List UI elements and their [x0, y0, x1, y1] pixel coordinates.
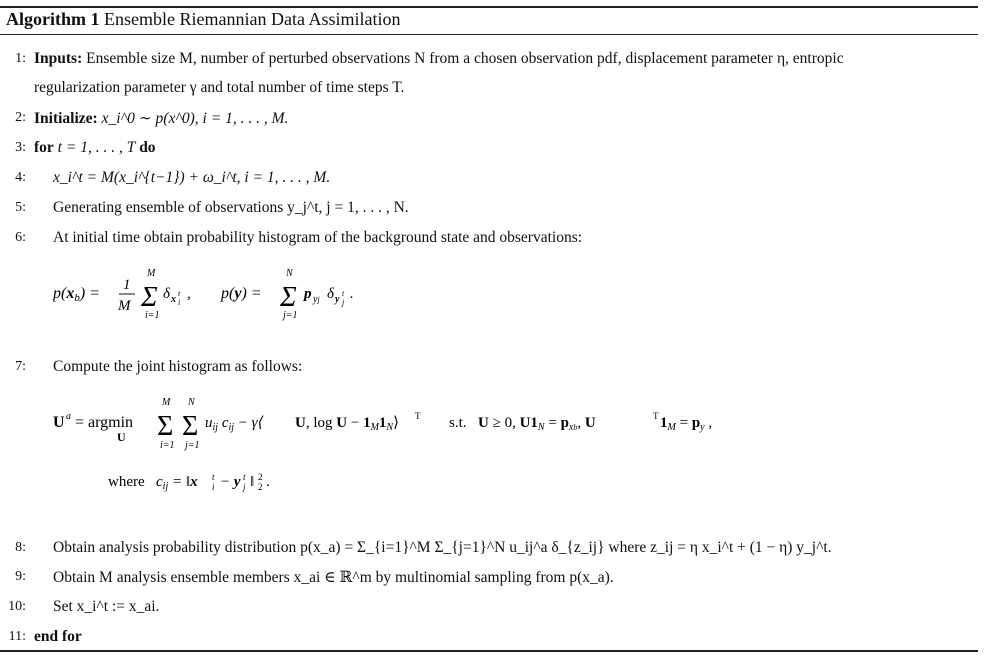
equation-histograms-svg — [53, 262, 393, 322]
svg-text:cij = ‖x: $c_{ij}$ = ‖x — [156, 474, 198, 492]
line-number: 4: — [15, 170, 26, 185]
initialize-text: x_i^0 ∼ p(x^0), i = 1, . . . , M. — [101, 110, 289, 127]
line-number: 3: — [15, 140, 26, 155]
svg-text:yj: yj — [313, 294, 320, 305]
svg-text:t: t — [243, 472, 246, 482]
svg-text:U, log U − 1M1N⟩: U, $\log U - 1_M1_N⟩$ — [295, 415, 399, 433]
svg-text:j=1: j=1 — [185, 440, 200, 451]
svg-text:i: i — [178, 298, 181, 307]
svg-text:U ≥ 0, U1N = pxb, U: U ≥ 0, $U1_N = p_{xb}$, U — [478, 415, 596, 433]
svg-text:,: , — [187, 286, 191, 302]
algorithm-label: Algorithm 1 — [6, 9, 100, 29]
svg-text:p(xb) =: p(xb) = — [53, 285, 100, 304]
line-number: 5: — [15, 200, 26, 215]
equation-cost — [108, 470, 368, 494]
svg-text:2: 2 — [258, 472, 263, 482]
for-range: t = 1, . . . , T — [57, 139, 136, 156]
line-3-content — [34, 139, 156, 157]
inputs-text: Ensemble size M, number of perturbed observations N from a chosen observation pdf, displacement parameter η, entropic — [86, 50, 844, 67]
equation-joint-histogram-svg — [53, 392, 773, 452]
svg-text:Σ: Σ — [182, 411, 199, 442]
svg-text:t: t — [212, 472, 215, 482]
equation-cost-svg — [108, 470, 368, 494]
svg-text:M: M — [118, 298, 131, 314]
svg-text:.: . — [266, 474, 270, 490]
set-state-text: Set x_i^t := x_ai. — [53, 598, 160, 615]
line-number: 1: — [15, 51, 26, 66]
model-forecast-text: x_i^t = M(x_i^{t−1}) + ω_i^t, i = 1, . . . , M. — [53, 169, 331, 186]
svg-text:i=1: i=1 — [145, 310, 160, 321]
st-label: s.t. — [449, 415, 467, 431]
svg-text:δ: δ — [327, 286, 334, 302]
svg-text:Σ: Σ — [157, 411, 174, 442]
svg-text:where: where — [108, 474, 145, 490]
svg-text:y: y — [335, 294, 340, 305]
algorithm-name: Ensemble Riemannian Data Assimilation — [104, 9, 401, 29]
svg-text:j: j — [342, 298, 345, 307]
svg-text:T: T — [653, 411, 659, 421]
svg-text:− y: − y — [220, 474, 241, 490]
line-number: 6: — [15, 230, 26, 245]
inputs-text-cont: regularization parameter γ and total number of time steps T. — [34, 79, 405, 96]
bottom-rule — [0, 650, 978, 652]
line-number: 9: — [15, 569, 26, 584]
svg-text:a: a — [66, 411, 71, 422]
svg-text:x: x — [171, 294, 176, 305]
line-2-content — [34, 109, 288, 128]
svg-text:N: N — [188, 397, 195, 408]
line-number: 10: — [8, 599, 26, 614]
algorithm-title — [6, 9, 400, 30]
for-keyword: for — [34, 139, 54, 156]
do-keyword: do — [139, 139, 156, 156]
svg-text:.: . — [350, 286, 354, 302]
line-number: 2: — [15, 110, 26, 125]
svg-text:δ: δ — [163, 286, 170, 302]
equation-histograms — [53, 262, 393, 322]
svg-text:Σ: Σ — [141, 282, 158, 313]
svg-text:M: M — [147, 268, 156, 279]
svg-text:j: j — [243, 482, 246, 492]
svg-text:M: M — [162, 397, 171, 408]
svg-text:t: t — [342, 289, 345, 298]
svg-text:U: U — [117, 430, 126, 444]
svg-text:j=1: j=1 — [283, 310, 298, 321]
svg-text:t: t — [178, 289, 181, 298]
title-rule — [0, 34, 978, 35]
line-number: 7: — [15, 359, 26, 374]
line-number: 8: — [15, 540, 26, 555]
analysis-distribution-text: Obtain analysis probability distribution p(x_a) = Σ_{i=1}^M Σ_{j=1}^N u_ij^a δ_{z_ij} where z_ij = η x_i^t + (1 − η) y_j^t. — [53, 539, 832, 556]
multinomial-sampling-text: Obtain M analysis ensemble members x_ai ∈ ℝ^m by multinomial sampling from p(x_a). — [53, 569, 614, 586]
line-1-content — [34, 50, 844, 68]
svg-text:T: T — [415, 411, 421, 421]
end-for-keyword: end for — [34, 628, 82, 645]
svg-text:U: U — [53, 414, 65, 431]
svg-text:i: i — [212, 482, 215, 492]
initialize-keyword: Initialize: — [34, 110, 98, 127]
observations-text: Generating ensemble of observations y_j^t, j = 1, . . . , N. — [53, 199, 409, 216]
svg-text:= argmin: = argmin — [75, 414, 134, 431]
joint-histogram-text: Compute the joint histogram as follows: — [53, 358, 303, 375]
svg-text:2: 2 — [258, 482, 263, 492]
top-rule — [0, 6, 978, 8]
svg-text:i=1: i=1 — [160, 440, 175, 451]
histogram-text: At initial time obtain probability histogram of the background state and observations: — [53, 229, 583, 246]
equation-joint-histogram — [53, 392, 773, 452]
svg-text:‖: ‖ — [250, 474, 255, 490]
svg-text:uij cij − γ⟨: $u_{ij}$ $c_{ij}$ − γ⟨ — [205, 415, 264, 433]
svg-text:Σ: Σ — [280, 282, 297, 313]
svg-text:N: N — [286, 268, 293, 279]
inputs-keyword: Inputs: — [34, 50, 83, 67]
svg-text:1M = py ,: $1_M = p_y$ , — [660, 415, 713, 433]
svg-text:p: p — [304, 286, 312, 302]
svg-text:p(y) =: p(y) = — [221, 285, 262, 302]
svg-text:1: 1 — [123, 277, 131, 293]
line-number: 11: — [8, 629, 26, 644]
